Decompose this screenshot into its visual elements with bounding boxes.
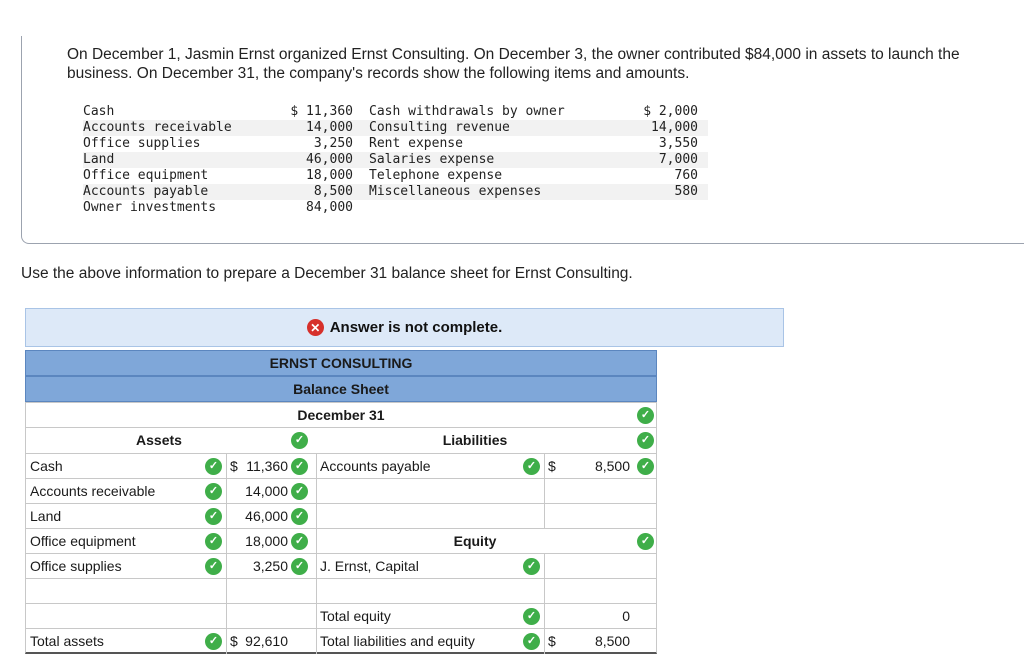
- check-icon: ✓: [291, 533, 308, 550]
- data-row: Owner investments 84,000: [83, 200, 708, 216]
- dollar-sign: $: [548, 633, 556, 649]
- asset-label: Office equipment: [30, 533, 136, 549]
- table-row: [25, 479, 657, 504]
- data-row: Accounts payable 8,500 Miscellaneous expenses 580: [83, 184, 708, 200]
- statement-title: Balance Sheet: [25, 376, 657, 402]
- check-icon: ✓: [637, 533, 654, 550]
- check-icon: ✓: [637, 432, 654, 449]
- check-icon: ✓: [523, 458, 540, 475]
- status-text: Answer is not complete.: [329, 319, 503, 336]
- total-equity-amount[interactable]: 0: [622, 608, 630, 624]
- equity-label[interactable]: J. Ernst, Capital: [320, 558, 419, 574]
- check-icon: ✓: [637, 458, 654, 475]
- check-icon: ✓: [291, 432, 308, 449]
- asset-amount-field[interactable]: 18,000: [245, 533, 288, 549]
- assets-header: Assets: [136, 432, 182, 448]
- liabilities-header: Liabilities: [442, 432, 508, 448]
- total-liab-equity-amount[interactable]: 8,500: [594, 633, 630, 649]
- statement-date-row: [25, 402, 657, 428]
- asset-amount-field[interactable]: 11,360: [246, 458, 288, 474]
- data-row: Office supplies 3,250 Rent expense 3,550: [83, 136, 708, 152]
- check-icon: ✓: [205, 633, 222, 650]
- dollar-sign: $: [230, 458, 238, 474]
- asset-label: Cash: [30, 458, 63, 474]
- check-icon: ✓: [291, 483, 308, 500]
- check-icon: ✓: [523, 633, 540, 650]
- instruction-text: Use the above information to prepare a December 31 balance sheet for Ernst Consulting.: [21, 265, 633, 282]
- total-equity-label: Total equity: [320, 608, 391, 624]
- table-row: [25, 579, 657, 604]
- asset-label: Office supplies: [30, 558, 122, 574]
- dollar-sign: $: [548, 458, 556, 474]
- asset-amount-field[interactable]: 46,000: [245, 508, 288, 524]
- data-row: Cash $ 11,360 Cash withdrawals by owner $ 2,000: [83, 104, 708, 120]
- table-row: [25, 454, 657, 479]
- check-icon: ✓: [205, 508, 222, 525]
- equity-amount-field[interactable]: [566, 554, 630, 578]
- table-row: [25, 604, 657, 629]
- check-icon: ✓: [523, 608, 540, 625]
- section-header-row: [25, 428, 657, 454]
- totals-row: [25, 629, 657, 654]
- status-banner: [25, 308, 784, 347]
- liability-amount-field[interactable]: 8,500: [594, 458, 630, 474]
- total-liab-equity-label: Total liabilities and equity: [320, 633, 475, 649]
- table-row: [25, 529, 657, 554]
- asset-label: Accounts receivable: [30, 483, 156, 499]
- total-assets-label: Total assets: [30, 633, 104, 649]
- check-icon: ✓: [291, 508, 308, 525]
- dollar-sign: $: [230, 633, 238, 649]
- data-row: Land 46,000 Salaries expense 7,000: [83, 152, 708, 168]
- statement-date: December 31: [297, 407, 385, 423]
- table-row: [25, 554, 657, 579]
- asset-amount-field[interactable]: 14,000: [245, 483, 288, 499]
- asset-label: Land: [30, 508, 62, 524]
- liability-label[interactable]: Accounts payable: [320, 458, 431, 474]
- x-circle-icon: ✕: [307, 319, 324, 336]
- data-row: Office equipment 18,000 Telephone expense 760: [83, 168, 708, 184]
- check-icon: ✓: [205, 533, 222, 550]
- problem-statement: On December 1, Jasmin Ernst organized Ernst Consulting. On December 3, the owner contributed $84,000 in assets to launch the business. On December 31, the company's records show the following items and amounts.: [67, 46, 960, 82]
- check-icon: ✓: [637, 407, 654, 424]
- equity-header: Equity: [453, 533, 497, 549]
- data-row: Accounts receivable 14,000 Consulting revenue 14,000: [83, 120, 708, 136]
- asset-amount-field[interactable]: 3,250: [252, 558, 288, 574]
- given-data-table: [83, 104, 708, 216]
- check-icon: ✓: [291, 458, 308, 475]
- table-row: [25, 504, 657, 529]
- company-name: ERNST CONSULTING: [25, 350, 657, 376]
- check-icon: ✓: [291, 558, 308, 575]
- check-icon: ✓: [205, 558, 222, 575]
- total-assets-amount[interactable]: 92,610: [245, 633, 288, 649]
- check-icon: ✓: [523, 558, 540, 575]
- check-icon: ✓: [205, 483, 222, 500]
- check-icon: ✓: [205, 458, 222, 475]
